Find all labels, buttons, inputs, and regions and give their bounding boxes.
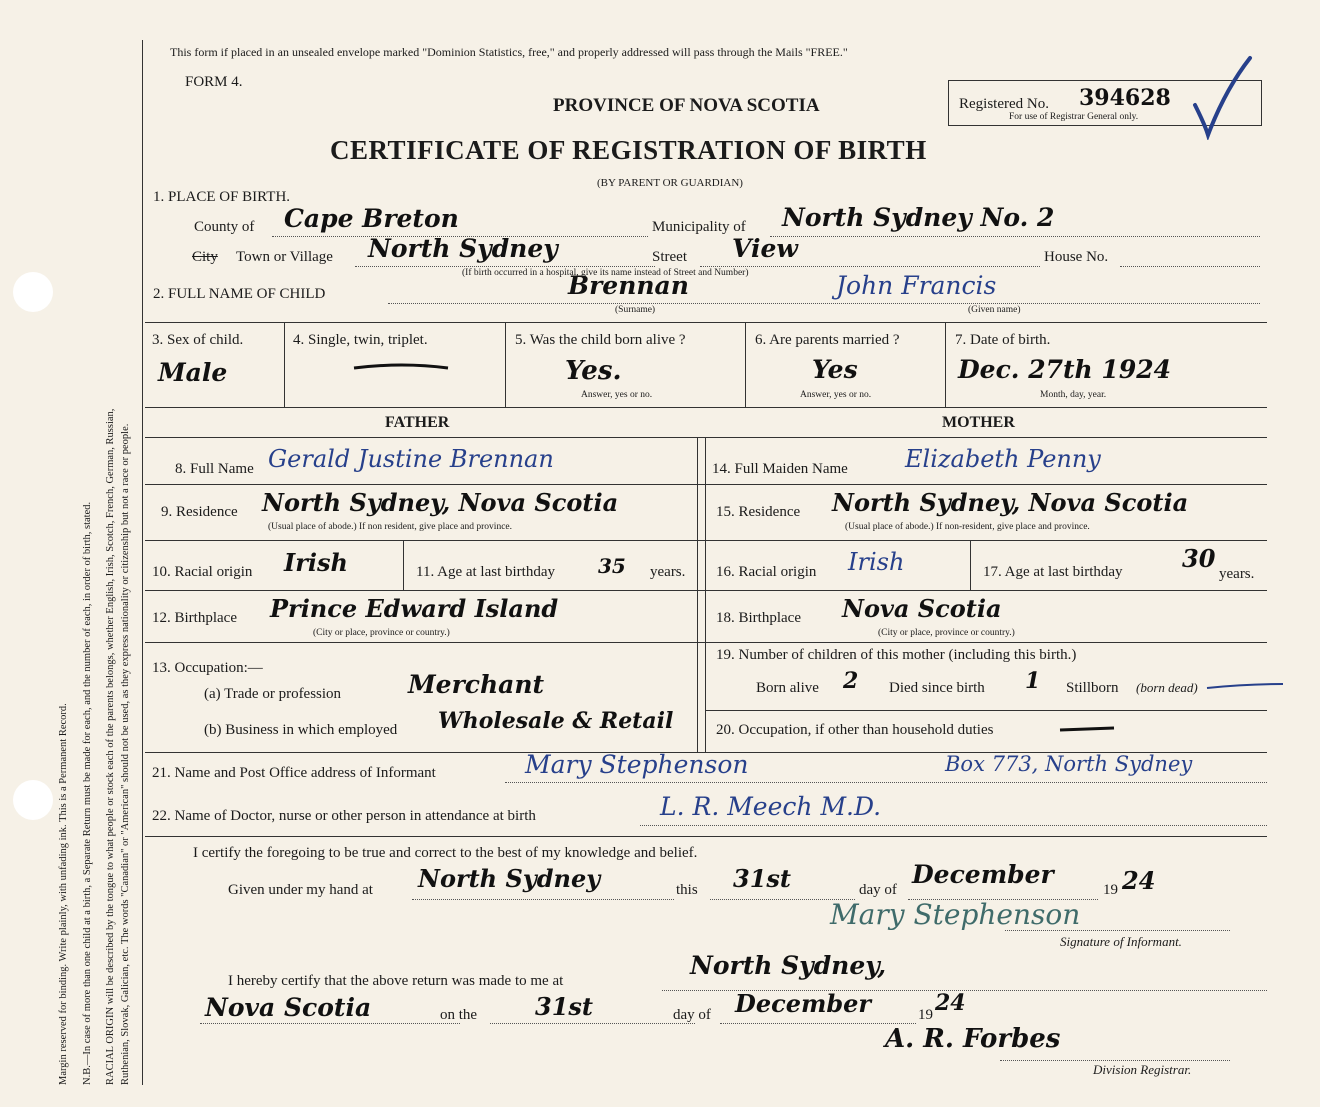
parents-married-caption: Answer, yes or no. — [800, 390, 872, 400]
form-number: FORM 4. — [185, 74, 243, 90]
sex-label: 3. Sex of child. — [152, 332, 244, 348]
binding-hole-bottom — [13, 780, 53, 820]
date-of-birth-caption: Month, day, year. — [1040, 390, 1107, 400]
father-name-label: 8. Full Name — [175, 461, 254, 477]
registrar-signature: A. R. Forbes — [885, 1024, 1061, 1054]
father-residence-label: 9. Residence — [161, 504, 238, 520]
father-business-value: Wholesale & Retail — [438, 708, 674, 734]
mother-age-label: 17. Age at last birthday — [983, 564, 1123, 580]
child-surname: Brennan — [568, 271, 689, 300]
margin-note-racial-origin-2: Ruthenian, Slovak, Galician, etc. The words "Canadian" or "American" should not be used, as they express nationality or citizenship but not a race or people. — [120, 423, 131, 1085]
surname-caption: (Surname) — [615, 305, 656, 315]
mother-name-value: Elizabeth Penny — [905, 445, 1101, 473]
hospital-note: (If birth occurred in a hospital, give its name instead of Street and Number) — [462, 268, 749, 278]
sex-value: Male — [158, 358, 228, 387]
informant-address: Box 773, North Sydney — [945, 752, 1193, 776]
dash-mark-icon — [352, 356, 452, 376]
child-given-name: John Francis — [836, 271, 997, 300]
registered-label: Registered No. — [959, 96, 1049, 112]
given-year-prefix: 19 — [1103, 882, 1118, 898]
born-alive-value: Yes. — [565, 356, 622, 386]
given-month-value: December — [912, 860, 1054, 889]
given-day-of-label: day of — [859, 882, 897, 898]
registrar-year-prefix: 19 — [918, 1007, 933, 1023]
given-under-label: Given under my hand at — [228, 882, 373, 898]
date-of-birth-value: Dec. 27th 1924 — [958, 355, 1172, 384]
father-race-value: Irish — [284, 548, 348, 577]
born-alive-count-label: Born alive — [756, 680, 819, 696]
registrar-year-value: 24 — [935, 990, 966, 1016]
stillborn-label: Stillborn — [1066, 680, 1119, 696]
street-value: View — [732, 234, 798, 263]
given-day-value: 31st — [733, 864, 791, 893]
certification-statement: I certify the foregoing to be true and correct to the best of my knowledge and belief. — [193, 845, 698, 861]
binding-hole-top — [13, 272, 53, 312]
municipality-value: North Sydney No. 2 — [782, 203, 1055, 232]
parents-married-label: 6. Are parents married ? — [755, 332, 900, 348]
house-number-label: House No. — [1044, 249, 1109, 265]
registered-number: 394628 — [1079, 85, 1171, 111]
given-this-label: this — [676, 882, 698, 898]
father-residence-value: North Sydney, Nova Scotia — [262, 488, 619, 517]
document-title: CERTIFICATE OF REGISTRATION OF BIRTH — [330, 135, 927, 165]
stillborn-note: (born dead) — [1136, 680, 1198, 695]
mother-age-value: 30 — [1182, 544, 1216, 573]
father-age-label: 11. Age at last birthday — [416, 564, 555, 580]
place-of-birth-label: 1. PLACE OF BIRTH. — [153, 189, 291, 205]
municipality-label: Municipality of — [652, 219, 746, 235]
father-trade-value: Merchant — [408, 670, 545, 699]
document-subtitle: (BY PARENT OR GUARDIAN) — [597, 177, 743, 189]
town-value: North Sydney — [368, 234, 558, 263]
mother-residence-label: 15. Residence — [716, 504, 801, 520]
doctor-name: L. R. Meech M.D. — [660, 792, 882, 821]
father-race-label: 10. Racial origin — [152, 564, 253, 580]
mother-race-label: 16. Racial origin — [716, 564, 817, 580]
county-value: Cape Breton — [284, 204, 459, 233]
date-of-birth-label: 7. Date of birth. — [955, 332, 1051, 348]
father-occupation-label: 13. Occupation:— — [152, 660, 263, 676]
father-birthplace-value: Prince Edward Island — [270, 594, 559, 623]
registrar-use-note: For use of Registrar General only. — [1009, 112, 1139, 122]
province-heading: PROVINCE OF NOVA SCOTIA — [553, 95, 820, 116]
father-birthplace-caption: (City or place, province or country.) — [313, 628, 450, 638]
registrar-day-value: 31st — [535, 992, 593, 1021]
plurality-label: 4. Single, twin, triplet. — [293, 332, 428, 348]
informant-label: 21. Name and Post Office address of Informant — [152, 765, 436, 781]
father-business-label: (b) Business in which employed — [204, 722, 398, 738]
mother-residence-caption: (Usual place of abode.) If non-resident, give place and province. — [845, 522, 1090, 532]
father-age-value: 35 — [598, 554, 626, 578]
margin-note-multiple-births: N.B.—In case of more than one child at a birth, a Separate Return must be made for each, and the number of each, in order of birth, stated. — [82, 501, 93, 1085]
died-since-birth-label: Died since birth — [889, 680, 985, 696]
postal-note: This form if placed in an unsealed envelope marked "Dominion Statistics, free," and properly addressed will pass through the Mails "FREE." — [170, 45, 848, 59]
mother-birthplace-caption: (City or place, province or country.) — [878, 628, 1015, 638]
county-label: County of — [194, 219, 255, 235]
father-residence-caption: (Usual place of abode.) If non resident, give place and province. — [268, 522, 512, 532]
mother-heading: MOTHER — [942, 414, 1015, 431]
city-label: City — [192, 249, 218, 265]
registrar-on-the-label: on the — [440, 1007, 478, 1023]
given-year-value: 24 — [1122, 866, 1156, 895]
check-mark-icon — [1190, 50, 1260, 140]
born-alive-caption: Answer, yes or no. — [581, 390, 653, 400]
given-name-caption: (Given name) — [968, 305, 1021, 315]
died-since-birth-value: 1 — [1025, 668, 1041, 694]
father-name-value: Gerald Justine Brennan — [268, 445, 554, 473]
born-alive-label: 5. Was the child born alive ? — [515, 332, 686, 348]
mother-residence-value: North Sydney, Nova Scotia — [832, 488, 1189, 517]
dash-mark-icon — [1205, 678, 1285, 694]
mother-years-label: years. — [1219, 566, 1255, 582]
street-label: Street — [652, 249, 687, 265]
mother-name-label: 14. Full Maiden Name — [712, 461, 848, 477]
registrar-place-line2: Nova Scotia — [205, 993, 372, 1022]
town-label: Town or Village — [236, 249, 333, 265]
informant-signature: Mary Stephenson — [830, 898, 1081, 931]
father-trade-label: (a) Trade or profession — [204, 686, 342, 702]
child-name-label: 2. FULL NAME OF CHILD — [153, 286, 326, 302]
registrar-signature-caption: Division Registrar. — [1093, 1062, 1192, 1077]
registrar-statement: I hereby certify that the above return was made to me at — [228, 973, 564, 989]
father-years-label: years. — [650, 564, 686, 580]
born-alive-count-value: 2 — [843, 668, 859, 694]
margin-note-racial-origin: RACIAL ORIGIN will be described by the tongue to what people or stock each of the parents belongs, whether English, Irish, Scotch, French, German, Russian, — [105, 408, 116, 1085]
registrar-place-line1: North Sydney, — [690, 951, 887, 980]
dash-mark-icon — [1058, 722, 1118, 738]
mother-birthplace-label: 18. Birthplace — [716, 610, 801, 626]
informant-signature-caption: Signature of Informant. — [1060, 934, 1182, 949]
margin-divider — [142, 40, 143, 1085]
registrar-month-value: December — [735, 989, 872, 1018]
father-birthplace-label: 12. Birthplace — [152, 610, 237, 626]
registrar-day-of-label: day of — [673, 1007, 711, 1023]
parents-married-value: Yes — [812, 355, 858, 384]
informant-name: Mary Stephenson — [525, 750, 749, 779]
margin-note-binding: Margin reserved for binding. Write plainly, with unfading ink. This is a Permanent Record. — [58, 703, 69, 1085]
mother-birthplace-value: Nova Scotia — [842, 594, 1002, 623]
children-count-label: 19. Number of children of this mother (including this birth.) — [716, 647, 1077, 663]
doctor-label: 22. Name of Doctor, nurse or other person in attendance at birth — [152, 808, 536, 824]
mother-race-value: Irish — [848, 548, 905, 576]
given-place-value: North Sydney — [418, 864, 601, 893]
mother-occupation-label: 20. Occupation, if other than household duties — [716, 722, 994, 738]
father-heading: FATHER — [385, 414, 450, 431]
